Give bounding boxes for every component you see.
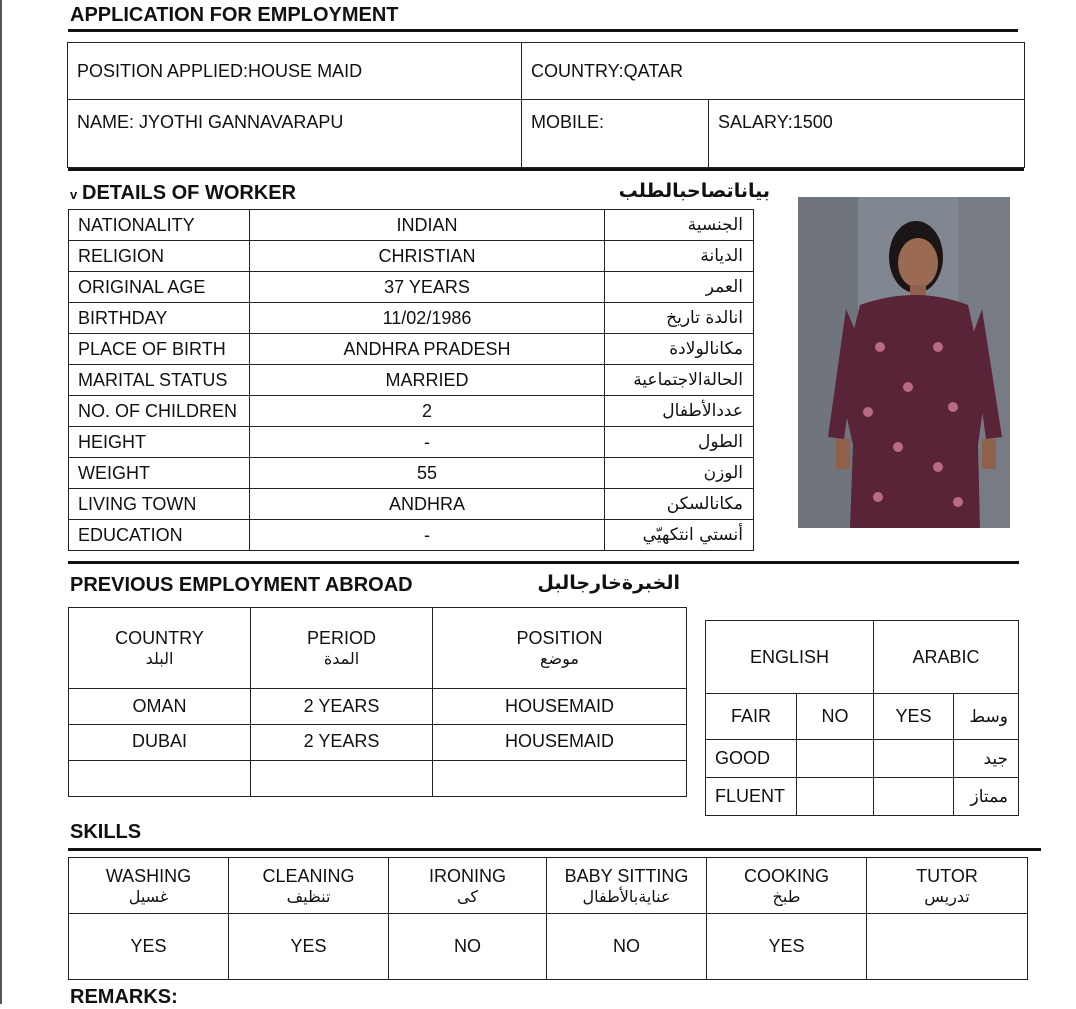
period-column-header	[251, 608, 433, 689]
skill-name-arabic: طبخ	[772, 886, 801, 906]
skill-name-arabic: غسيل	[128, 886, 169, 906]
arabic-level-value	[874, 778, 954, 816]
table-row	[69, 272, 754, 303]
position-applied: POSITION APPLIED:HOUSE MAID	[68, 43, 522, 100]
skill-name: COOKING	[743, 865, 829, 886]
english-level-value	[797, 778, 874, 816]
detail-label-arabic: مكانالسكن	[605, 489, 754, 520]
skills-rule	[68, 848, 1041, 851]
application-header-table	[67, 42, 1025, 168]
skills-value-row	[69, 914, 1028, 980]
detail-value: 55	[250, 458, 605, 489]
skill-cleaning-header	[229, 858, 389, 914]
table-row	[69, 334, 754, 365]
skill-ironing-header	[389, 858, 547, 914]
detail-value: MARRIED	[250, 365, 605, 396]
arabic-column-header: ARABIC	[874, 621, 1019, 694]
skill-name: IRONING	[428, 865, 506, 886]
table-row	[69, 427, 754, 458]
detail-value: ANDHRA PRADESH	[250, 334, 605, 365]
mobile: MOBILE:	[522, 100, 709, 168]
employment-country: DUBAI	[69, 725, 251, 761]
details-title-arabic: بياناتصاحبالطلب	[618, 180, 770, 202]
country-column-header	[69, 608, 251, 689]
detail-value: -	[250, 520, 605, 551]
arabic-level-value: YES	[874, 694, 954, 740]
skill-name: BABY SITTING	[564, 865, 689, 886]
skill-cooking-value: YES	[707, 914, 867, 980]
detail-value: INDIAN	[250, 210, 605, 241]
page-edge	[0, 0, 2, 1004]
detail-label: MARITAL STATUS	[69, 365, 250, 396]
country-header-en: COUNTRY	[115, 628, 204, 648]
detail-label: RELIGION	[69, 241, 250, 272]
employment-country: OMAN	[69, 689, 251, 725]
language-row-fluent	[706, 778, 1019, 816]
detail-label: EDUCATION	[69, 520, 250, 551]
level-label-arabic: جيد	[954, 740, 1019, 778]
detail-label: NATIONALITY	[69, 210, 250, 241]
skill-name: CLEANING	[262, 865, 355, 886]
detail-label-arabic: الوزن	[605, 458, 754, 489]
level-label-arabic: ممتاز	[954, 778, 1019, 816]
english-level-value: NO	[797, 694, 874, 740]
skill-name: WASHING	[105, 865, 192, 886]
detail-label: WEIGHT	[69, 458, 250, 489]
position-column-header	[433, 608, 687, 689]
details-rule	[68, 561, 1019, 564]
previous-employment-title-arabic: الخبرةخارجالبل	[537, 572, 680, 594]
detail-value: 37 YEARS	[250, 272, 605, 303]
skill-washing-value: YES	[69, 914, 229, 980]
skill-name-arabic: تنظيف	[286, 886, 331, 906]
detail-label-arabic: عددالأطفال	[605, 396, 754, 427]
detail-value: 11/02/1986	[250, 303, 605, 334]
title-rule	[68, 29, 1018, 32]
position-header-en: POSITION	[516, 628, 603, 648]
period-header-en: PERIOD	[306, 628, 376, 648]
languages-table	[705, 620, 1019, 816]
employment-period: 2 YEARS	[251, 689, 433, 725]
skill-cooking-header	[707, 858, 867, 914]
skill-baby-sitting-value: NO	[547, 914, 707, 980]
skills-table	[68, 857, 1028, 980]
english-column-header: ENGLISH	[706, 621, 874, 694]
worker-details-table	[68, 209, 754, 551]
detail-label-arabic: الديانة	[605, 241, 754, 272]
table-row	[69, 761, 687, 797]
detail-label-arabic: أنستي انتكهيّي	[605, 520, 754, 551]
table-row	[69, 520, 754, 551]
detail-label-arabic: الطول	[605, 427, 754, 458]
applicant-name: NAME: JYOTHI GANNAVARAPU	[68, 100, 522, 168]
skill-ironing-value: NO	[389, 914, 547, 980]
detail-value: -	[250, 427, 605, 458]
details-title: DETAILS OF WORKER	[82, 182, 297, 204]
skill-tutor-header	[867, 858, 1028, 914]
detail-label-arabic: انالدة تاريخ	[605, 303, 754, 334]
arabic-level-value	[874, 740, 954, 778]
detail-label: NO. OF CHILDREN	[69, 396, 250, 427]
level-label-arabic: وسط	[954, 694, 1019, 740]
period-header-ar: المدة	[323, 649, 360, 668]
detail-label-arabic: العمر	[605, 272, 754, 303]
skill-name-arabic: عنايةبالأطفال	[582, 886, 671, 906]
detail-label: LIVING TOWN	[69, 489, 250, 520]
detail-label-arabic: الحالةالاجتماعية	[605, 365, 754, 396]
table-row	[69, 489, 754, 520]
detail-label: ORIGINAL AGE	[69, 272, 250, 303]
skill-name-arabic: تدريس	[924, 886, 970, 906]
country-header-ar: البلد	[145, 649, 174, 668]
employment-period: 2 YEARS	[251, 725, 433, 761]
language-row-fair	[706, 694, 1019, 740]
employment-country	[69, 761, 251, 797]
detail-value: ANDHRA	[250, 489, 605, 520]
table-row	[69, 365, 754, 396]
table-row	[69, 689, 687, 725]
skill-washing-header	[69, 858, 229, 914]
detail-label: BIRTHDAY	[69, 303, 250, 334]
skill-cleaning-value: YES	[229, 914, 389, 980]
country: COUNTRY:QATAR	[522, 43, 1025, 100]
employment-position	[433, 761, 687, 797]
english-level-value	[797, 740, 874, 778]
previous-employment-table	[68, 607, 687, 797]
level-label: FAIR	[706, 694, 797, 740]
previous-employment-title: PREVIOUS EMPLOYMENT ABROAD	[70, 574, 413, 596]
skill-tutor-value	[867, 914, 1028, 980]
page-title: APPLICATION FOR EMPLOYMENT	[70, 4, 399, 26]
skills-header-row	[69, 858, 1028, 914]
detail-label: HEIGHT	[69, 427, 250, 458]
skill-name-arabic: کی	[457, 886, 478, 906]
table-row	[69, 396, 754, 427]
skill-baby-sitting-header	[547, 858, 707, 914]
table-row	[69, 210, 754, 241]
salary: SALARY:1500	[709, 100, 1025, 168]
detail-value: 2	[250, 396, 605, 427]
languages-header-row	[706, 621, 1019, 694]
employment-position: HOUSEMAID	[433, 689, 687, 725]
table-row	[69, 241, 754, 272]
table-row	[69, 725, 687, 761]
level-label: GOOD	[706, 740, 797, 778]
language-row-good	[706, 740, 1019, 778]
skills-title: SKILLS	[70, 821, 142, 843]
remarks-label: REMARKS:	[70, 986, 178, 1008]
position-header-ar: موضع	[540, 649, 579, 668]
skill-name: TUTOR	[916, 865, 978, 886]
detail-label: PLACE OF BIRTH	[69, 334, 250, 365]
table-row	[69, 458, 754, 489]
section-marker: v	[70, 187, 78, 202]
detail-label-arabic: مكانالولادة	[605, 334, 754, 365]
table-row	[69, 303, 754, 334]
header-rule	[68, 168, 1024, 171]
applicant-photo	[798, 197, 1010, 528]
employment-position: HOUSEMAID	[433, 725, 687, 761]
employment-period	[251, 761, 433, 797]
level-label: FLUENT	[706, 778, 797, 816]
detail-label-arabic: الجنسية	[605, 210, 754, 241]
detail-value: CHRISTIAN	[250, 241, 605, 272]
previous-employment-header-row	[69, 608, 687, 689]
